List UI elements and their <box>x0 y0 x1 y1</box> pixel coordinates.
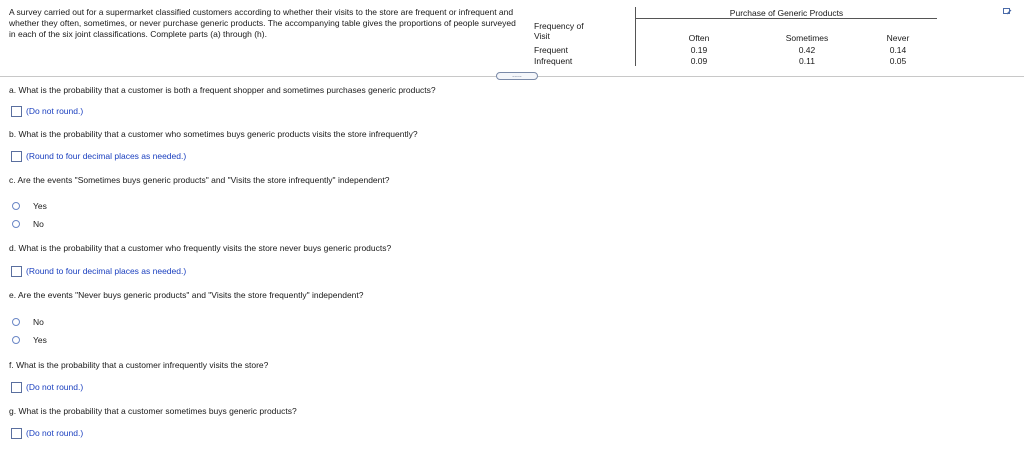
hint-g: (Do not round.) <box>26 428 84 438</box>
option-e-yes[interactable] <box>12 334 47 346</box>
hint-a: (Do not round.) <box>26 106 84 116</box>
answer-input-b[interactable] <box>11 151 22 162</box>
question-c: c. Are the events "Sometimes buys generic products" and "Visits the store infrequently" independent? <box>9 175 390 185</box>
option-c-no[interactable] <box>12 218 44 230</box>
table-header: Purchase of Generic Products <box>729 8 844 18</box>
answer-d <box>11 265 186 277</box>
option-label: No <box>33 219 44 229</box>
column-header-sometimes: Sometimes <box>785 33 829 43</box>
answer-b <box>11 150 186 162</box>
question-b: b. What is the probability that a customer who sometimes buys generic products visits the store infrequently? <box>9 129 418 139</box>
hint-b: (Round to four decimal places as needed.) <box>26 151 187 161</box>
option-c-yes[interactable] <box>12 200 47 212</box>
option-e-no[interactable] <box>12 316 44 328</box>
cell-frequent-never: 0.14 <box>889 45 907 55</box>
radio-button[interactable] <box>12 202 20 210</box>
column-header-often: Often <box>688 33 710 43</box>
table-horizontal-line <box>636 18 937 19</box>
answer-input-d[interactable] <box>11 266 22 277</box>
answer-f <box>11 381 83 393</box>
frequency-of-visit-label: Frequency of Visit <box>534 21 584 41</box>
pencil-icon[interactable] <box>1003 8 1012 16</box>
hint-f: (Do not round.) <box>26 382 84 392</box>
cell-infrequent-never: 0.05 <box>889 56 907 66</box>
cell-infrequent-sometimes: 0.11 <box>799 56 815 66</box>
question-a: a. What is the probability that a customer is both a frequent shopper and sometimes purchases generic products? <box>9 85 436 95</box>
answer-g <box>11 427 83 439</box>
row-label-frequent: Frequent <box>534 45 569 55</box>
radio-button[interactable] <box>12 220 20 228</box>
answer-input-a[interactable] <box>11 106 22 117</box>
option-label: Yes <box>33 201 47 211</box>
divider-handle[interactable]: ..... <box>496 72 538 80</box>
cell-frequent-sometimes: 0.42 <box>798 45 816 55</box>
option-label: No <box>33 317 44 327</box>
question-e: e. Are the events "Never buys generic products" and "Visits the store frequently" independent? <box>9 290 364 300</box>
option-label: Yes <box>33 335 47 345</box>
question-g: g. What is the probability that a customer sometimes buys generic products? <box>9 406 297 416</box>
answer-a <box>11 105 83 117</box>
hint-d: (Round to four decimal places as needed.) <box>26 266 187 276</box>
row-label-infrequent: Infrequent <box>534 56 573 66</box>
cell-frequent-often: 0.19 <box>690 45 708 55</box>
question-f: f. What is the probability that a customer infrequently visits the store? <box>9 360 269 370</box>
column-header-never: Never <box>886 33 910 43</box>
radio-button[interactable] <box>12 336 20 344</box>
question-d: d. What is the probability that a customer who frequently visits the store never buys generic products? <box>9 243 392 253</box>
problem-intro: A survey carried out for a supermarket classified customers according to whether their visits to the store are frequent or infrequent and whether they often, sometimes, or never purchase generic products. The accompanying table gives the proportions of people surveyed in each of the six joint classifications. Complete parts (a) through (h). <box>9 7 516 39</box>
radio-button[interactable] <box>12 318 20 326</box>
answer-input-f[interactable] <box>11 382 22 393</box>
cell-infrequent-often: 0.09 <box>690 56 708 66</box>
answer-input-g[interactable] <box>11 428 22 439</box>
